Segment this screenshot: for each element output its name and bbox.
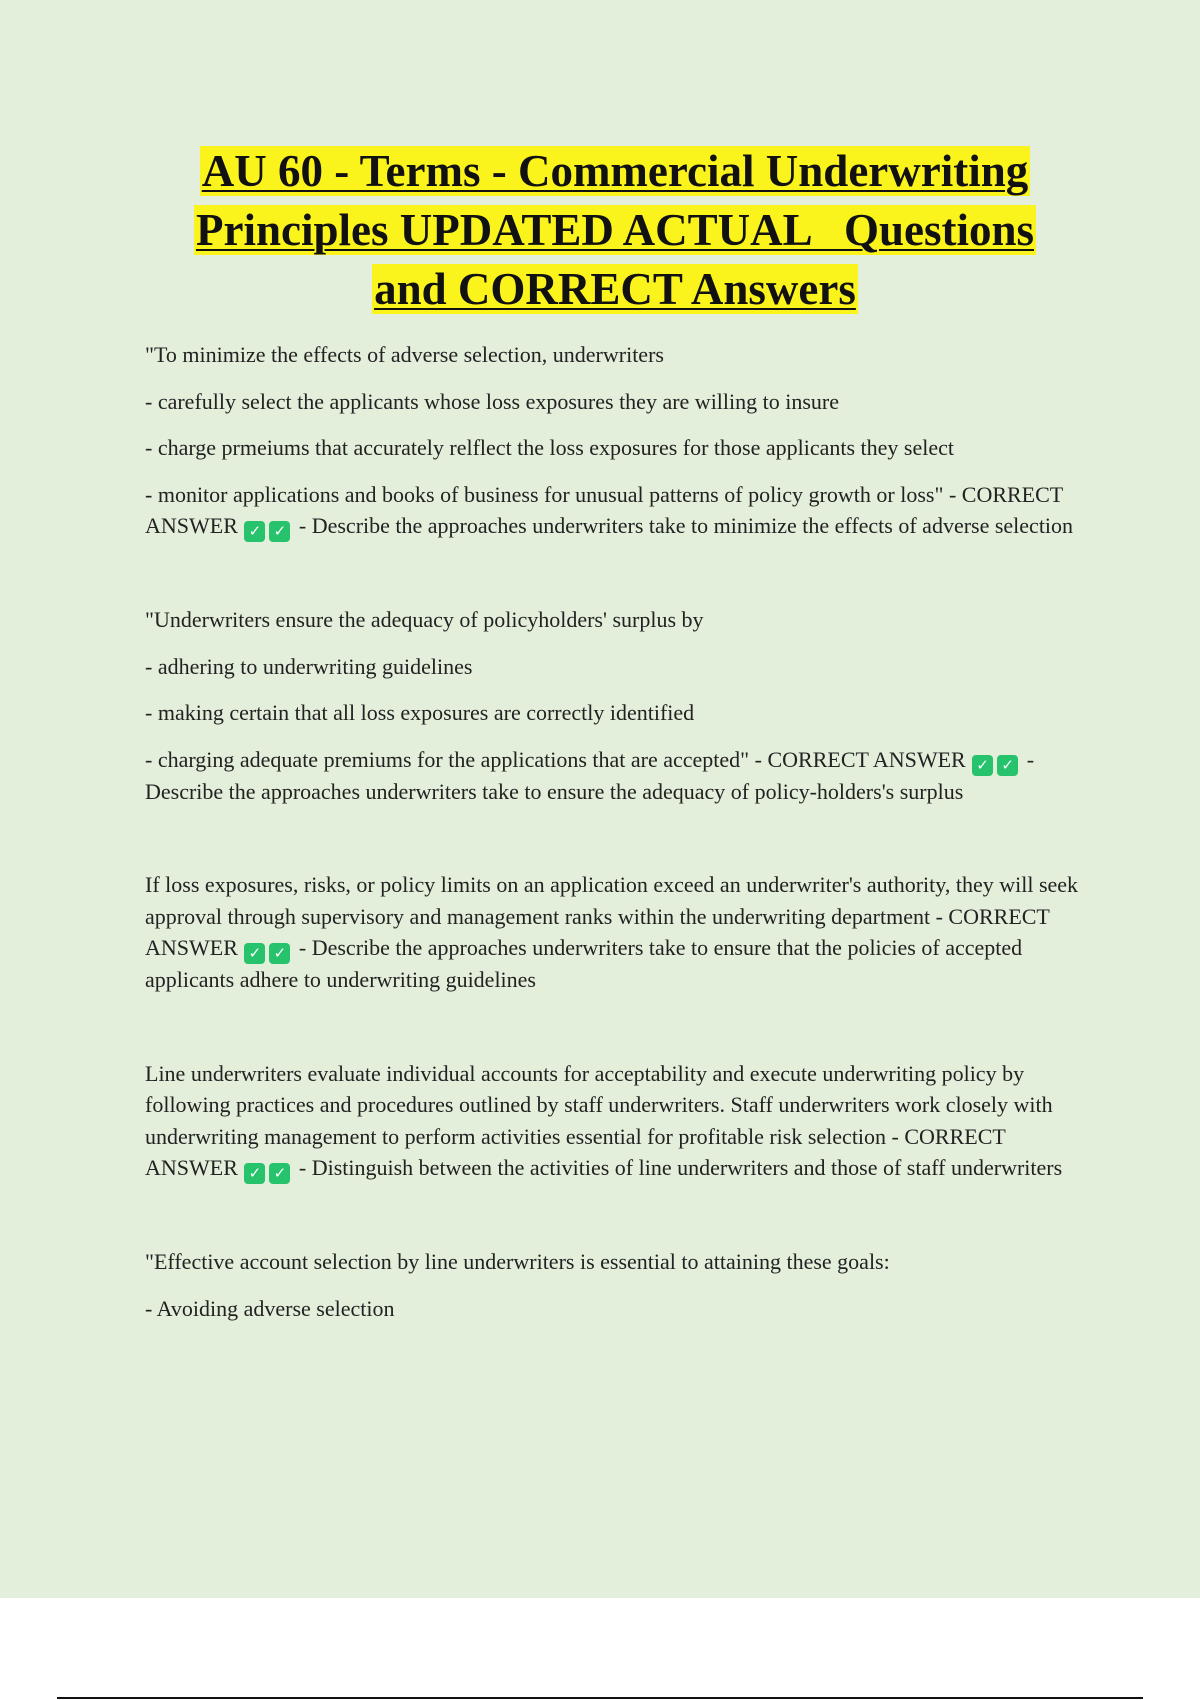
correct-answer-label: - CORRECT ANSWER xyxy=(145,903,1050,960)
question-text: - Describe the approaches underwriters take to minimize the effects of adverse selection xyxy=(298,513,1074,538)
answer-line: - monitor applications and books of business for unusual patterns of policy growth or loss" xyxy=(145,481,944,507)
answer-line: - Avoiding adverse selection xyxy=(145,1295,395,1321)
check-mark-icon: ✓ xyxy=(997,755,1018,776)
check-mark-icon: ✓ xyxy=(972,755,993,776)
answer-line: Line underwriters evaluate individual accounts for acceptability and execute underwriting policy by following practices and procedures outlined by staff underwriters. Staff underwriters work closely with underwriting management to perform activities essential for profitable risk selection xyxy=(145,1060,1053,1149)
qa-item xyxy=(145,604,1085,807)
correct-answer-label: - CORRECT ANSWER xyxy=(754,746,966,772)
answer-line: - charging adequate premiums for the applications that are accepted" xyxy=(145,746,750,772)
answer-line: - making certain that all loss exposures are correctly identified xyxy=(145,700,695,725)
answer-with-question xyxy=(145,869,1085,996)
question-text: - Describe the approaches underwriters take to ensure the adequacy of policy-holders's surplus xyxy=(145,746,1035,804)
answer-line: "Effective account selection by line underwriters is essential to attaining these goals: xyxy=(145,1249,890,1274)
answer-with-question xyxy=(145,1058,1085,1185)
check-mark-icon: ✓ xyxy=(269,943,290,964)
correct-answer-label: - CORRECT ANSWER xyxy=(145,1123,1006,1180)
footer-rule xyxy=(57,1697,1143,1699)
title-line-2: Principles UPDATED ACTUAL Questions xyxy=(196,205,1034,255)
qa-item xyxy=(145,1058,1085,1185)
check-mark-icon: ✓ xyxy=(244,521,265,542)
answer-line: "To minimize the effects of adverse selection, underwriters xyxy=(145,342,664,367)
correct-answer-label: - CORRECT ANSWER xyxy=(145,481,1063,538)
answer-line: - adhering to underwriting guidelines xyxy=(145,653,473,679)
title-line-3: and CORRECT Answers xyxy=(374,264,856,314)
answer-with-question xyxy=(145,744,1085,808)
answer-line: If loss exposures, risks, or policy limits on an application exceed an underwriter's authority, they will seek approval through supervisory and management ranks within the underwriting department xyxy=(145,872,1079,929)
check-mark-icon: ✓ xyxy=(244,943,265,964)
answer-line: - charge prmeiums that accurately relflect the loss exposures for those applicants they select xyxy=(145,435,955,460)
check-mark-icon: ✓ xyxy=(269,1163,290,1184)
check-mark-icon: ✓ xyxy=(244,1163,265,1184)
qa-item xyxy=(145,1246,1085,1324)
answer-with-question xyxy=(145,479,1085,543)
document-title xyxy=(145,142,1085,319)
check-mark-icon: ✓ xyxy=(269,521,290,542)
answer-line: - carefully select the applicants whose loss exposures they are willing to insure xyxy=(145,388,840,414)
question-text: - Describe the approaches underwriters take to ensure that the policies of accepted applicants adhere to underwriting guidelines xyxy=(145,935,1023,992)
question-text: - Distinguish between the activities of line underwriters and those of staff underwriters xyxy=(298,1155,1063,1180)
qa-item xyxy=(145,869,1085,996)
title-line-1: AU 60 - Terms - Commercial Underwriting xyxy=(201,146,1029,196)
document-body xyxy=(145,142,1085,1339)
qa-item xyxy=(145,339,1085,542)
answer-line: "Underwriters ensure the adequacy of policyholders' surplus by xyxy=(145,607,704,632)
